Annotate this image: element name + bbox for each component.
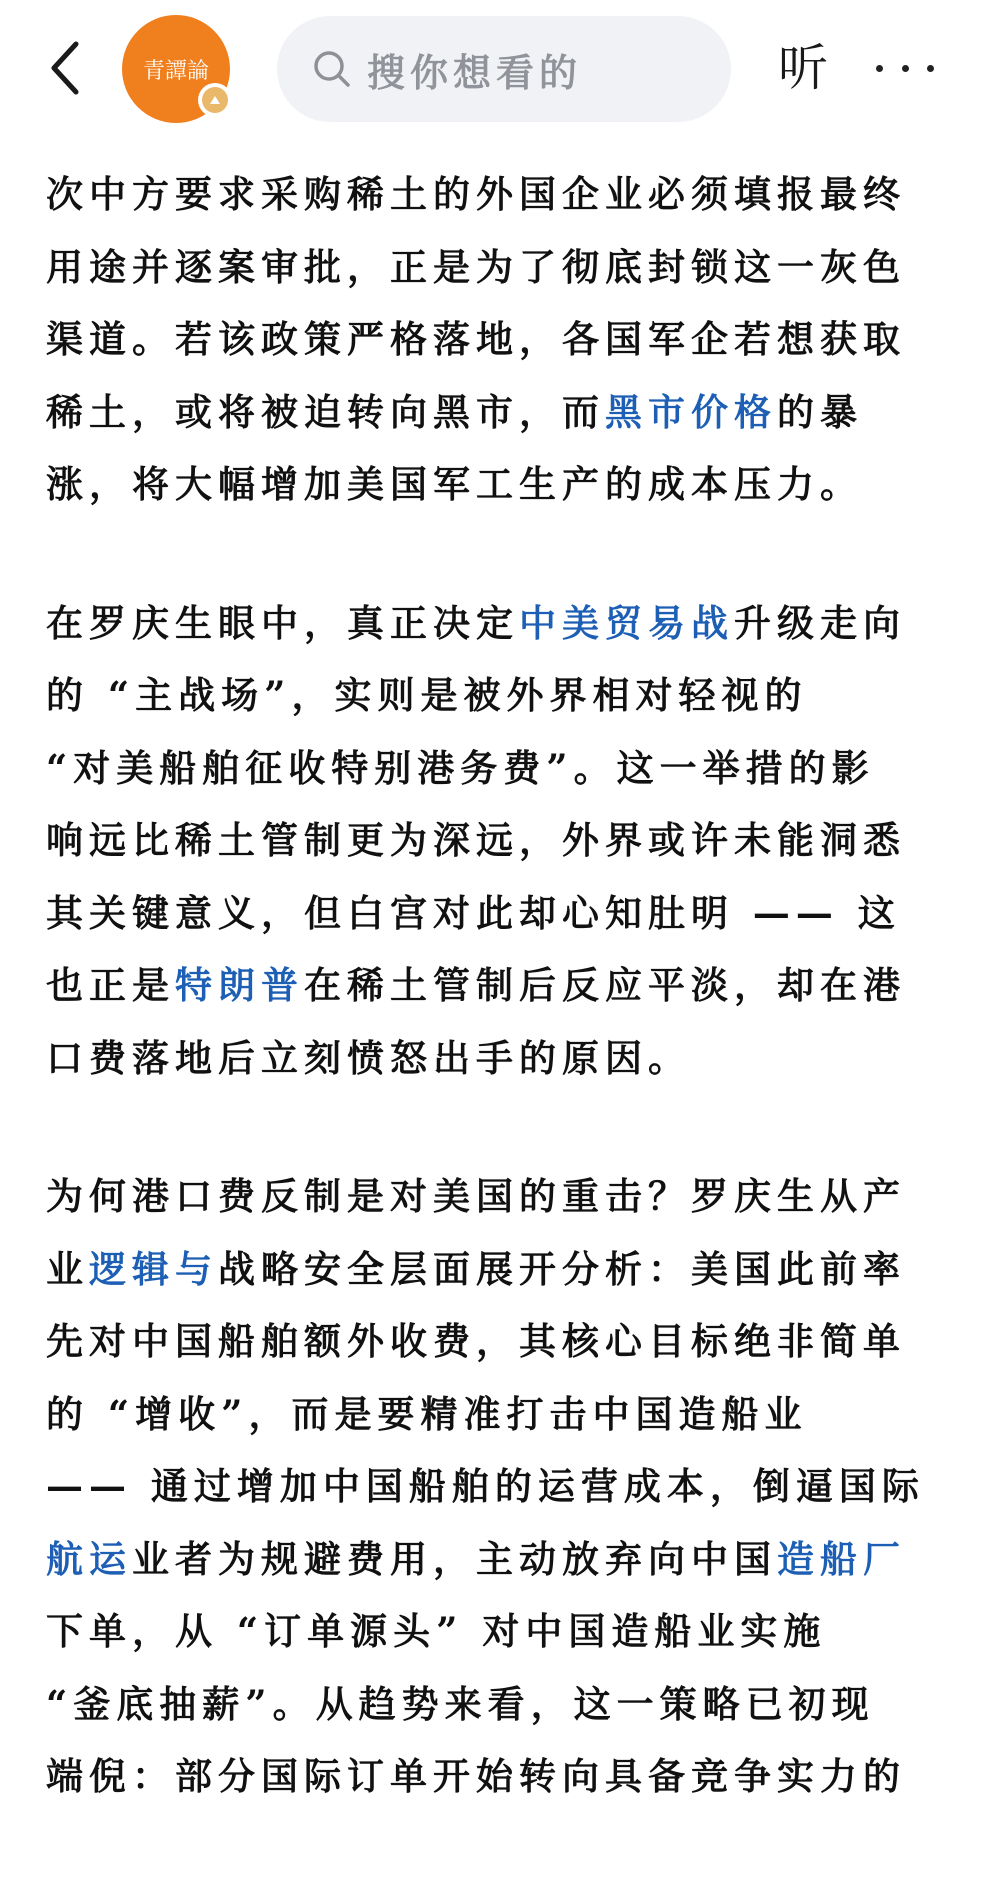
search-icon	[310, 47, 354, 91]
text-segment: 下单，从 “订单源头” 对中国造船业实施	[46, 1609, 827, 1653]
text-line	[46, 1305, 946, 1378]
keyword-link[interactable]: 中美贸易战	[519, 600, 734, 645]
article-paragraph	[46, 587, 946, 1095]
keyword-link[interactable]: 航运	[46, 1536, 132, 1581]
text-segment: 业者为规避费用，主动放弃向中国	[132, 1536, 777, 1581]
author-avatar[interactable]	[122, 15, 230, 123]
article-body	[46, 158, 946, 1879]
avatar-logo-text: 青譚論	[142, 58, 209, 84]
listen-button[interactable]: 听	[778, 39, 828, 97]
text-line	[46, 732, 946, 805]
text-segment: 用途并逐案审批，正是为了彻底封锁这一灰色	[46, 244, 906, 289]
text-segment: 的 “增收”，而是要精准打击中国造船业	[46, 1391, 808, 1436]
verified-badge-icon	[198, 83, 232, 117]
search-input[interactable]	[277, 16, 731, 122]
keyword-link[interactable]: 逻辑与	[89, 1246, 218, 1291]
text-line	[46, 804, 946, 877]
text-segment: 响远比稀土管制更为深远，外界或许未能洞悉	[46, 818, 906, 862]
text-segment: 业	[46, 1246, 89, 1291]
text-line	[46, 1160, 946, 1233]
text-segment: 口费落地后立刻愤怒出手的原因。	[46, 1035, 691, 1080]
text-line	[46, 448, 946, 521]
text-segment: 端倪：部分国际订单开始转向具备竞争实力的	[46, 1754, 906, 1798]
text-line	[46, 877, 946, 950]
text-line	[46, 1022, 946, 1095]
text-line	[46, 231, 946, 304]
text-segment: 在罗庆生眼中，真正决定	[46, 600, 519, 645]
more-dots-icon[interactable]	[876, 44, 934, 92]
chevron-left-icon[interactable]	[48, 40, 82, 100]
text-segment: “釜底抽薪”。从趋势来看，这一策略已初现	[46, 1681, 875, 1726]
keyword-link[interactable]: 造船厂	[777, 1536, 906, 1581]
text-segment: 渠道。若该政策严格落地，各国军企若想获取	[46, 317, 906, 361]
text-line	[46, 1740, 946, 1813]
keyword-link[interactable]: 黑市价格	[605, 389, 777, 434]
text-line	[46, 1523, 946, 1596]
text-line	[46, 158, 946, 231]
text-segment: 稀土，或将被迫转向黑市，而	[46, 389, 605, 434]
text-line	[46, 1595, 946, 1668]
text-segment: 涨，将大幅增加美国军工生产的成本压力。	[46, 462, 863, 506]
text-segment: 的暴	[777, 389, 863, 434]
text-segment: 为何港口费反制是对美国的重击？罗庆生从产	[46, 1174, 906, 1218]
text-line	[46, 1233, 946, 1306]
article-paragraph	[46, 1160, 946, 1813]
search-placeholder: 搜你想看的	[367, 50, 583, 95]
text-line	[46, 1450, 946, 1523]
text-segment: 先对中国船舶额外收费，其核心目标绝非简单	[46, 1319, 906, 1363]
text-line	[46, 949, 946, 1022]
text-line	[46, 1668, 946, 1741]
text-line	[46, 376, 946, 449]
text-line	[46, 587, 946, 660]
text-segment: 也正是	[46, 963, 175, 1007]
text-line	[46, 303, 946, 376]
text-segment: 的 “主战场”，实则是被外界相对轻视的	[46, 673, 808, 717]
text-segment: —— 通过增加中国船舶的运营成本，倒逼国际	[46, 1464, 925, 1508]
top-navigation-bar	[0, 0, 986, 134]
text-segment: 在稀土管制后反应平淡，却在港	[304, 963, 906, 1007]
article-paragraph	[46, 158, 946, 521]
text-segment: “对美船舶征收特别港务费”。这一举措的影	[46, 745, 875, 790]
back-button[interactable]	[40, 40, 90, 100]
text-segment: 战略安全层面展开分析：美国此前率	[218, 1246, 906, 1291]
text-segment: 次中方要求采购稀土的外国企业必须填报最终	[46, 172, 906, 216]
text-segment: 升级走向	[734, 600, 906, 645]
keyword-link[interactable]: 特朗普	[175, 963, 304, 1007]
text-line	[46, 659, 946, 732]
text-segment: 其关键意义，但白宫对此却心知肚明 —— 这	[46, 890, 901, 935]
text-line	[46, 1378, 946, 1451]
